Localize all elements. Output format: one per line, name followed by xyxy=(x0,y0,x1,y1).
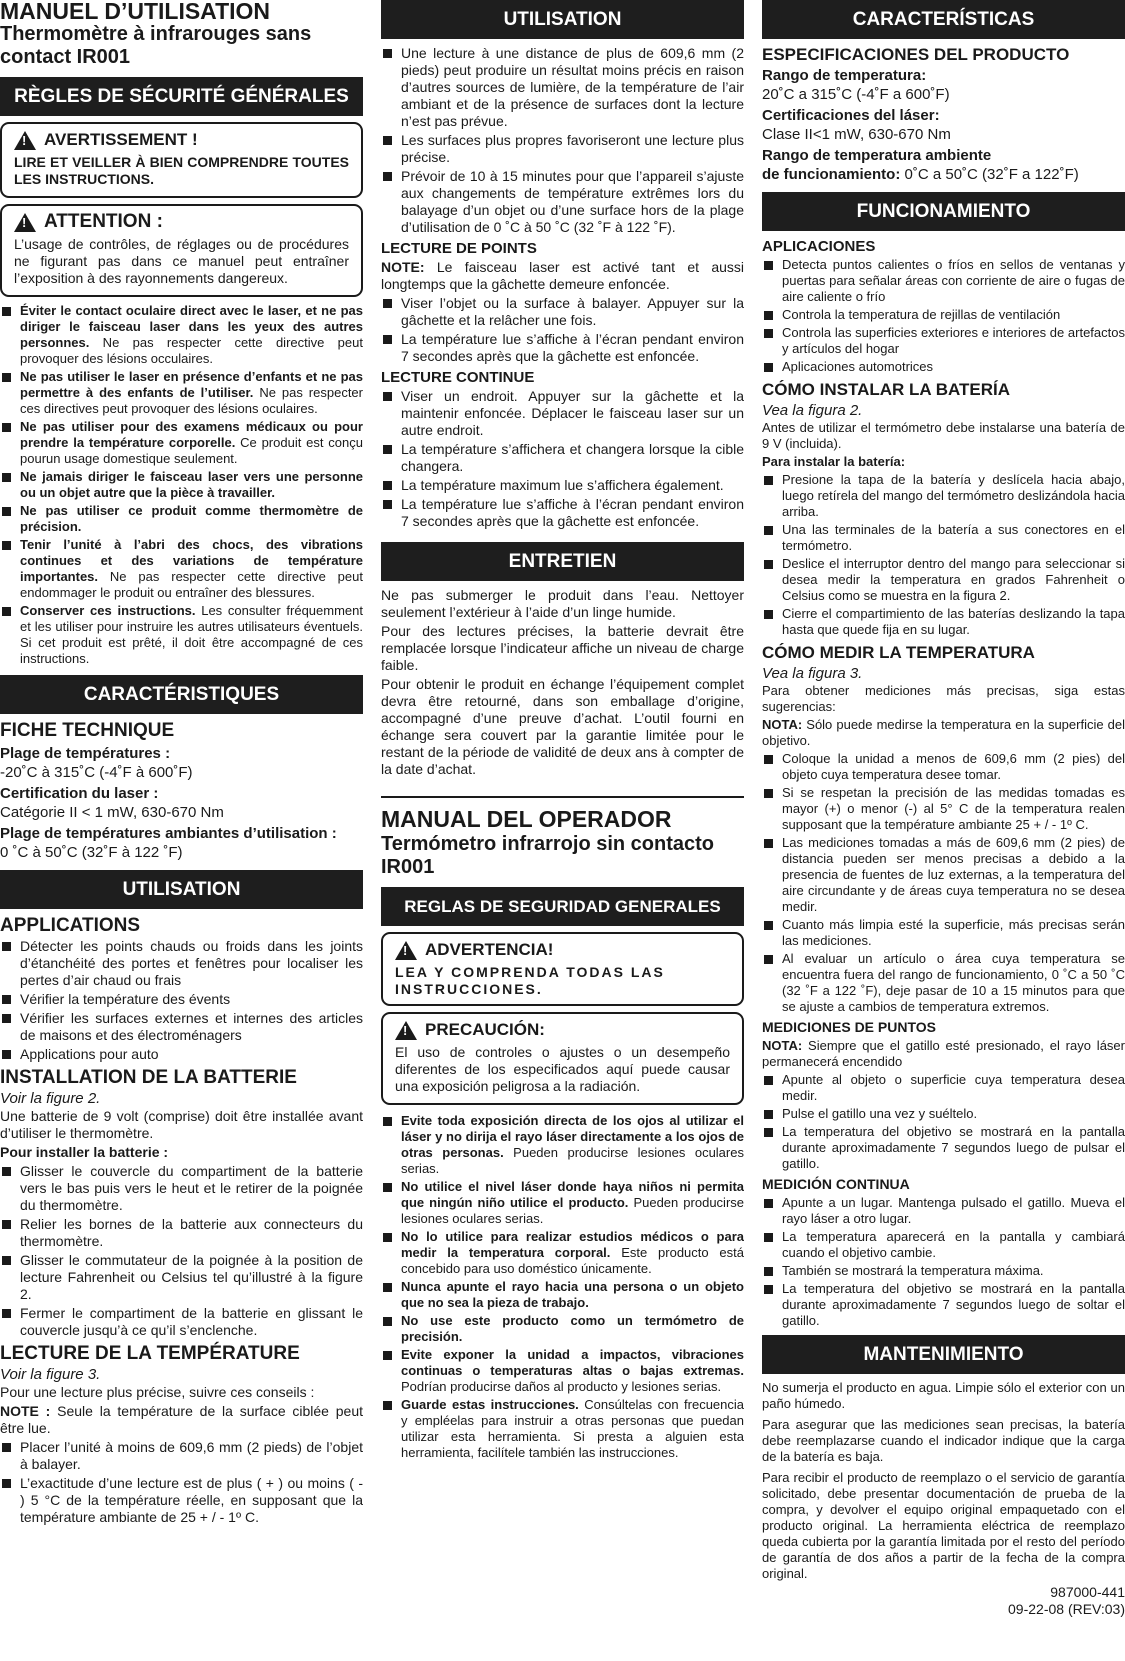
es-measure-intro: Para obtener mediciones más precisas, siga estas sugerencias: xyxy=(762,683,1125,714)
es-apps-title: APLICACIONES xyxy=(762,238,876,255)
fr-use-bar-2: UTILISATION xyxy=(381,0,744,39)
fr-warning-text: LIRE ET VEILLER À BIEN COMPRENDRE TOUTES LES INSTRUCTIONS. xyxy=(14,154,349,187)
column-1 xyxy=(0,0,363,1661)
es-maint-p2: Para asegurar que las mediciones sean precisas, la batería debe reemplazarse cuando el indicador indique que la carga de la batería es baja. xyxy=(762,1417,1125,1464)
es-battery-title: CÓMO INSTALAR LA BATERÍA xyxy=(762,380,1011,399)
list-item: La temperatura del objetivo se mostrará en la pantalla durante aproximadamente 7 segundos luego de pulsar el gatillo. xyxy=(762,1124,1125,1172)
warning-icon xyxy=(14,213,36,232)
fr-use-bar: UTILISATION xyxy=(0,870,363,909)
part-number: 987000-441 xyxy=(1050,1584,1125,1600)
fr-safety-bar: RÈGLES DE SÉCURITÉ GÉNÉRALES xyxy=(0,77,363,116)
list-item: Presione la tapa de la batería y deslícela hacia abajo, luego retírela del mango del termómetro deslizándola hacia arriba. xyxy=(762,472,1125,520)
fr-warning-title: AVERTISSEMENT ! xyxy=(44,130,198,149)
es-cont-list xyxy=(762,1195,1125,1329)
es-apps-list xyxy=(762,257,1125,375)
fr-points-list xyxy=(381,295,744,365)
list-item: La température lue s’affiche à l’écran pendant environ 7 secondes après que la gâchette est enfoncée. xyxy=(381,496,744,530)
list-item: Viser l’objet ou la surface à balayer. Appuyer sur la gâchette et la relâcher une fois. xyxy=(381,295,744,329)
es-measure-note: NOTA: Sólo puede medirse la temperatura en la superficie del objetivo. xyxy=(762,717,1125,748)
fr-points-title: LECTURE DE POINTS xyxy=(381,240,537,257)
column-2 xyxy=(381,0,744,1661)
list-item: También se mostrará la temperatura máxima. xyxy=(762,1263,1125,1279)
warning-icon xyxy=(14,131,36,150)
list-item: Fermer le compartiment de la batterie en glissant le couvercle jusqu’à ce qu’il s’enclenche. xyxy=(0,1305,363,1339)
fr-cont-title: LECTURE CONTINUE xyxy=(381,369,535,386)
spec-label: Rango de temperatura: xyxy=(762,67,927,84)
es-measure-list xyxy=(762,751,1125,1015)
fr-maint-p3: Pour obtenir le produit en échange l’équipement complet devra être retourné, dans son emballage d’origine, accompagné d’une preuve d’achat. L’outil fourni en échange sera couvert par la garantie limitée pour le restant de la période de validité de deux ans à compter de la date d’achat. xyxy=(381,676,744,777)
list-item: Détecter les points chauds ou froids dans les joints d’étanchéité des portes et fenêtres pour localiser les pertes d’air chaud ou frais xyxy=(0,938,363,989)
list-item: Prévoir de 10 à 15 minutes pour que l’appareil s’ajuste aux changements de température extrêmes lors du balayage d’un objet ou d’une surface hors de la plage d’utilisation de 0 ˚C à 50 ˚C (32 ˚F à 122 ˚F). xyxy=(381,168,744,236)
list-item: Deslice el interruptor dentro del mango para seleccionar si desea medir la temperatura en grados Fahrenheit o Celsius como se muestra en la figura 2. xyxy=(762,556,1125,604)
es-caution-box xyxy=(381,1012,744,1105)
list-item: Conserver ces instructions. Les consulter fréquemment et les utiliser pour instruire les autres utilisateurs éventuels. Si cet produit est prêté, il doit être accompagné de ces instructions. xyxy=(0,603,363,667)
fr-warning-box xyxy=(0,122,363,198)
list-item: Coloque la unidad a menos de 609,6 mm (2 pies) del objeto cuya temperatura desee tomar. xyxy=(762,751,1125,783)
warning-icon xyxy=(395,941,417,960)
es-measure-fig: Vea la figura 3. xyxy=(762,665,863,682)
fr-apps-list xyxy=(0,938,363,1063)
list-item: Pulse el gatillo una vez y suéltelo. xyxy=(762,1106,1125,1122)
list-item: Applications pour auto xyxy=(0,1046,363,1063)
es-maint-bar: MANTENIMIENTO xyxy=(762,1335,1125,1374)
list-item: Une lecture à une distance de plus de 609,6 mm (2 pieds) peut produire un résultat moins précis en raison d’autres sources de lumière, de la température de l’air ambiant et de la présence de surfaces dont la lecture n’est pas prévue. xyxy=(381,45,744,130)
list-item: La temperatura aparecerá en la pantalla y cambiará cuando el objetivo cambie. xyxy=(762,1229,1125,1261)
es-measure-title: CÓMO MEDIR LA TEMPERATURA xyxy=(762,643,1035,662)
es-caution-text: El uso de controles o ajustes o un desempeño diferentes de los especificados aquí puede causar una exposición peligrosa a la radiación. xyxy=(395,1044,730,1094)
fr-attention-text: L’usage de contrôles, de réglages ou de procédures ne figurant pas dans ce manuel peut entraîner l’exposition à des rayonnements dangereux. xyxy=(14,236,349,286)
list-item: Una las terminales de la batería a sus conectores en el termómetro. xyxy=(762,522,1125,554)
spec-value-row: de funcionamiento: 0˚C a 50˚C (32˚F a 122˚F) xyxy=(762,166,1079,183)
fr-battery-title: INSTALLATION DE LA BATTERIE xyxy=(0,1067,297,1088)
es-caution-title: PRECAUCIÓN: xyxy=(425,1020,545,1039)
list-item: Detecta puntos calientes o fríos en sellos de ventanas y puertas para señalar áreas con corriente de aire o fugas de aire caliente o frío xyxy=(762,257,1125,305)
spec-label: Plage de températures ambiantes d’utilisation : xyxy=(0,825,337,842)
list-item: Apunte a un lugar. Mantenga pulsado el gatillo. Mueva el rayo láser a otro lugar. xyxy=(762,1195,1125,1227)
revision-date: 09-22-08 (REV:03) xyxy=(1008,1601,1125,1617)
list-item: Glisser le commutateur de la poignée à la position de lecture Fahrenheit ou Celsius tel qu’illustré à la figure 2. xyxy=(0,1252,363,1303)
fr-attention-box xyxy=(0,204,363,297)
es-points-list xyxy=(762,1072,1125,1172)
fr-title: MANUEL D’UTILISATION xyxy=(0,0,271,24)
fr-reading-intro: Pour une lecture plus précise, suivre ces conseils : xyxy=(0,1384,315,1400)
list-item: No use este producto como un termómetro de precisión. xyxy=(381,1313,744,1345)
list-item: Vérifier la température des évents xyxy=(0,991,363,1008)
list-item: Controla las superficies exteriores e interiores de artefactos y artículos del hogar xyxy=(762,325,1125,357)
fr-reading-title: LECTURE DE LA TEMPÉRATURE xyxy=(0,1343,300,1364)
fr-maint-p2: Pour des lectures précises, la batterie devrait être remplacée lorsque l’indicateur affiche un niveau de charge faible. xyxy=(381,623,744,673)
es-safety-bar: REGLAS DE SEGURIDAD GENERALES xyxy=(381,887,744,926)
column-3 xyxy=(762,0,1125,1661)
spec-label: Rango de temperatura ambiente xyxy=(762,147,992,164)
list-item: Tenir l’unité à l’abri des chocs, des vibrations continues et des variations de température importantes. Ne pas respecter cette directive peut endommager le produit ou entraîner des blessures. xyxy=(0,537,363,601)
list-item: Les surfaces plus propres favoriseront une lecture plus précise. xyxy=(381,132,744,166)
list-item: Ne pas utiliser pour des examens médicaux ou pour prendre la température corporelle. Ce produit est conçu pourun usage domestique seulement. xyxy=(0,419,363,467)
es-battery-steps xyxy=(762,472,1125,638)
es-cont-title: MEDICIÓN CONTINUA xyxy=(762,1176,910,1192)
spec-label: Certificaciones del láser: xyxy=(762,107,940,124)
fr-reading-list xyxy=(0,1439,363,1526)
list-item: Ne pas utiliser ce produit comme thermomètre de précision. xyxy=(0,503,363,535)
es-spec-title: ESPECIFICACIONES DEL PRODUCTO xyxy=(762,45,1070,64)
list-item: La température maximum lue s’affichera également. xyxy=(381,477,744,494)
fr-use-list xyxy=(381,45,744,236)
list-item: Ne pas utiliser le laser en présence d’enfants et ne pas permettre à des enfants de l’utiliser. Ne pas respecter ces directives peut provoquer des lésions oculaires. xyxy=(0,369,363,417)
list-item: Guarde estas instrucciones. Consúltelas con frecuencia y empléelas para instruir a otras personas que puedan utilizar esta herramienta. Si presta a alguien esta herramienta, facilítele también las instrucciones. xyxy=(381,1397,744,1461)
es-battery-sub: Para instalar la batería: xyxy=(762,454,906,469)
list-item: Apunte al objeto o superficie cuya temperatura desea medir. xyxy=(762,1072,1125,1104)
list-item: Aplicaciones automotrices xyxy=(762,359,1125,375)
es-maint-p1: No sumerja el producto en agua. Limpie sólo el exterior con un paño húmedo. xyxy=(762,1380,1125,1411)
spec-value: 0 ˚C à 50˚C (32˚F à 122 ˚F) xyxy=(0,844,183,861)
list-item: Relier les bornes de la batterie aux connecteurs du thermomètre. xyxy=(0,1216,363,1250)
fr-subtitle: Thermomètre à infrarouges sans contact IR001 xyxy=(0,23,312,68)
list-item: Vérifier les surfaces externes et internes des articles de maisons et des électroménagers xyxy=(0,1010,363,1044)
spec-label: Certification du laser : xyxy=(0,785,159,802)
list-item: Controla la temperatura de rejillas de ventilación xyxy=(762,307,1125,323)
fr-attention-title: ATTENTION : xyxy=(44,211,163,232)
es-points-title: MEDICIONES DE PUNTOS xyxy=(762,1019,936,1035)
list-item: Las mediciones tomadas a más de 609,6 mm (2 pies) de distancia pueden ser menos precisas a debido a la presencia de fuentes de luz externas, a la temperatura del aire circundante y de áreas cuya temperatura no se desea medir. xyxy=(762,835,1125,915)
es-points-note: NOTA: Siempre que el gatillo esté presionado, el rayo láser permanecerá encendido xyxy=(762,1038,1125,1069)
fr-battery-sub: Pour installer la batterie : xyxy=(0,1144,169,1160)
list-item: L’exactitude d’une lecture est de plus ( + ) ou moins ( - ) 5 °C de la température réelle, en supposant que la température ambiante de 25 + / - 1º C. xyxy=(0,1475,363,1526)
list-item: Glisser le couvercle du compartiment de la batterie vers le bas puis vers le heut et le retirer de la poignée du thermomètre. xyxy=(0,1163,363,1214)
es-safety-rules xyxy=(381,1113,744,1461)
fr-features-bar: CARACTÉRISTIQUES xyxy=(0,675,363,714)
list-item: La temperatura del objetivo se mostrará en la pantalla durante aproximadamente 7 segundos luego de soltar el gatillo. xyxy=(762,1281,1125,1329)
list-item: Al evaluar un artículo o área cuya temperatura se encuentra fuera del rango de funcionamiento, 0 ˚C a 50 ˚C (32 ˚F a 122 ˚F), deje pasar de 10 a 15 minutos para que se ajuste a cambios de temperatura extremos. xyxy=(762,951,1125,1015)
es-title: MANUAL DEL OPERADOR xyxy=(381,806,672,832)
fr-battery-fig: Voir la figure 2. xyxy=(0,1090,101,1107)
spec-label: Plage de températures : xyxy=(0,745,171,762)
list-item: Cierre el compartimiento de las baterías deslizando la tapa hasta que quede fija en su lugar. xyxy=(762,606,1125,638)
fr-reading-note: NOTE : Seule la température de la surface ciblée peut être lue. xyxy=(0,1403,363,1436)
fr-battery-intro: Une batterie de 9 volt (comprise) doit être installée avant d’utiliser le thermomètre. xyxy=(0,1108,363,1141)
fr-reading-fig: Voir la figure 3. xyxy=(0,1366,101,1383)
list-item: Nunca apunte el rayo hacia una persona o un objeto que no sea la pieza de trabajo. xyxy=(381,1279,744,1311)
es-subtitle: Termómetro infrarrojo sin contacto IR001 xyxy=(381,833,715,878)
list-item: Ne jamais diriger le faisceau laser vers une personne ou un objet autre que la pièce à travailler. xyxy=(0,469,363,501)
list-item: Cuanto más limpia esté la superficie, más precisas serán las mediciones. xyxy=(762,917,1125,949)
fr-battery-steps xyxy=(0,1163,363,1339)
list-item: Éviter le contact oculaire direct avec le laser, et ne pas diriger le faisceau laser dans les yeux des autres personnes. Ne pas respecter cette directive peut provoquer des lésions occulaires. xyxy=(0,303,363,367)
es-maint-p3: Para recibir el producto de reemplazo o el servicio de garantía solicitado, debe presentar documentación de prueba de la compra, y devolver el equipo original empaquetado con el producto original. La herramienta eléctrica de reemplazo queda cubierta por la garantía limitada por el resto del período de garantía de dos años a partir de la fecha de la compra original. xyxy=(762,1470,1125,1581)
spec-value: Catégorie II < 1 mW, 630-670 Nm xyxy=(0,804,224,821)
fr-apps-title: APPLICATIONS xyxy=(0,915,141,936)
fr-maint-p1: Ne pas submerger le produit dans l’eau. Nettoyer seulement l’extérieur à l’aide d’un linge humide. xyxy=(381,587,744,620)
spec-value: Clase II<1 mW, 630-670 Nm xyxy=(762,126,951,143)
es-battery-fig: Vea la figura 2. xyxy=(762,402,863,419)
list-item: La température lue s’affiche à l’écran pendant environ 7 secondes après que la gâchette est enfoncée. xyxy=(381,331,744,365)
fr-points-note: NOTE: Le faisceau laser est activé tant et aussi longtemps que la gâchette demeure enfoncée. xyxy=(381,259,744,292)
fr-cont-list xyxy=(381,388,744,530)
list-item: La température s’affichera et changera lorsque la cible changera. xyxy=(381,441,744,475)
fr-safety-rules xyxy=(0,303,363,667)
fr-maint-bar: ENTRETIEN xyxy=(381,542,744,581)
list-item: Viser un endroit. Appuyer sur la gâchette et la maintenir enfoncée. Déplacer le faisceau laser sur un autre endroit. xyxy=(381,388,744,439)
es-features-bar: CARACTERÍSTICAS xyxy=(762,0,1125,39)
es-func-bar: FUNCIONAMIENTO xyxy=(762,192,1125,231)
spec-value: -20˚C à 315˚C (-4˚F à 600˚F) xyxy=(0,764,193,781)
es-warning-text: LEA Y COMPRENDA TODAS LAS INSTRUCCIONES. xyxy=(395,964,665,997)
list-item: Evite exponer la unidad a impactos, vibraciones continuas o temperaturas altas o bajas extremas. Podrían producirse daños al producto y lesiones serias. xyxy=(381,1347,744,1395)
es-battery-intro: Antes de utilizar el termómetro debe instalarse una batería de 9 V (incluida). xyxy=(762,420,1125,451)
es-warning-box xyxy=(381,932,744,1006)
divider xyxy=(381,796,744,798)
list-item: Evite toda exposición directa de los ojos al utilizar el láser y no dirija el rayo láser directamente a los ojos de otras personas. Pueden producirse lesiones oculares serias. xyxy=(381,1113,744,1177)
list-item: Placer l’unité à moins de 609,6 mm (2 pieds) de l’objet à balayer. xyxy=(0,1439,363,1473)
spec-value: 20˚C a 315˚C (-4˚F a 600˚F) xyxy=(762,86,950,103)
fr-spec-title: FICHE TECHNIQUE xyxy=(0,720,175,741)
list-item: No lo utilice para realizar estudios médicos o para medir la temperatura corporal. Este producto está concebido para uso doméstico únicamente. xyxy=(381,1229,744,1277)
list-item: Si se respetan la precisión de las medidas tomadas es mayor (+) o menor (-) al 5° C de la temperatura realen supposant que la température ambiante 25 + / - 1º C. xyxy=(762,785,1125,833)
warning-icon xyxy=(395,1021,417,1040)
es-warning-title: ADVERTENCIA! xyxy=(425,940,554,959)
list-item: No utilice el nivel láser donde haya niños ni permita que ningún niño utilice el producto. Pueden producirse lesiones oculares serias. xyxy=(381,1179,744,1227)
